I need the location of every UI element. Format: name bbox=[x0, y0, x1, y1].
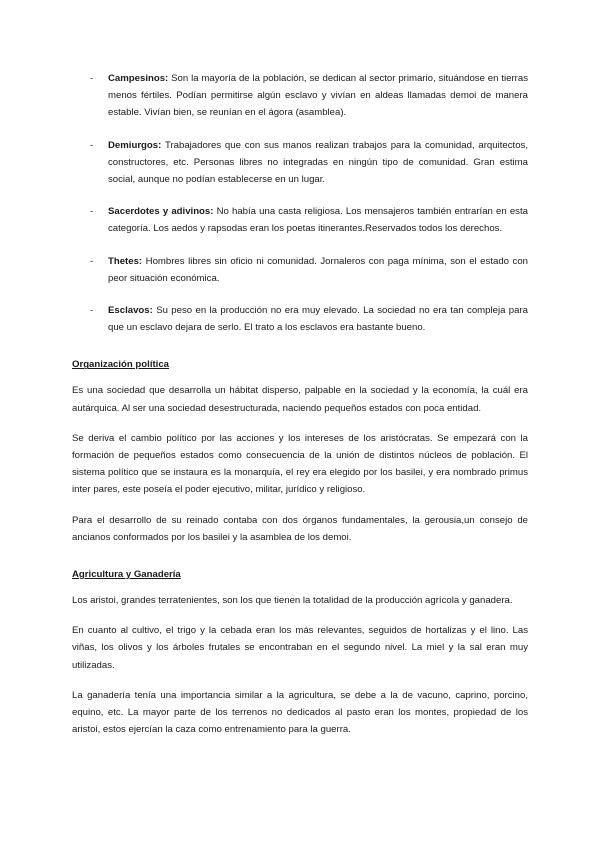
list-item-body: Son la mayoría de la población, se dedican al sector primario, situándose en tierras menos fértiles. Podían permitirse algún esclavo y vivían en aldeas llamadas demoi de manera estable. Vivían bien, se reunían en el ágora (asamblea). bbox=[108, 73, 528, 119]
list-item-term: Campesinos: bbox=[108, 73, 169, 84]
section-heading-agricultura-ganaderia: Agricultura y Ganadería bbox=[72, 569, 181, 581]
list-item-term: Demiurgos: bbox=[108, 139, 162, 151]
paragraph: La ganadería tenía una importancia similar a la agricultura, se debe a la de vacuno, caprino, porcino, equino, etc. La mayor parte de los terrenos no dedicados al pasto eran los montes, propiedad de los aristoi, estos ejercían la caza como entrenamiento para la guerra. bbox=[72, 689, 528, 736]
list-item bbox=[72, 70, 528, 122]
paragraph: Para el desarrollo de su reinado contaba con dos órganos fundamentales, la gerousia,un consejo de ancianos conformados por los basilei y la asamblea de los demoi. bbox=[72, 514, 528, 543]
section-heading-organizacion-politica: Organización política bbox=[72, 359, 170, 371]
list-item-term: Esclavos: bbox=[108, 305, 153, 317]
list-item bbox=[72, 302, 528, 336]
dash-bullet: - bbox=[90, 255, 94, 267]
list-item bbox=[72, 203, 528, 237]
paragraph: Se deriva el cambio político por las acciones y los intereses de los aristócratas. Se empezará con la formación de pequeños estados como consecuencia de la unión de distintos núcleos de población. El sistema político que se instaura es la monarquía, el rey era elegido por los basilei, y era nombrado primus inter pares, este poseía el poder ejecutivo, militar, jurídico y religioso. bbox=[72, 432, 528, 496]
dash-bullet: - bbox=[90, 73, 94, 84]
list-item-body: Su peso en la producción no era muy elevado. La sociedad no era tan compleja para que un esclavo dejara de serlo. El trato a los esclavos era bastante bueno. bbox=[108, 305, 528, 334]
paragraph: Es una sociedad que desarrolla un hábitat disperso, palpable en la sociedad y la economía, la cuál era autárquica. Al ser una sociedad desestructurada, naciendo pequeños estados con poca entidad. bbox=[72, 385, 528, 414]
paragraph: En cuanto al cultivo, el trigo y la cebada eran los más relevantes, seguidos de hortalizas y el lino. Las viñas, los olivos y los árboles frutales se encontraban en el segundo nivel. La miel y la sal eran muy utilizadas. bbox=[72, 625, 528, 671]
list-item bbox=[72, 253, 528, 287]
paragraph: Los aristoi, grandes terratenientes, son los que tienen la totalidad de la producción agrícola y ganadera. bbox=[72, 595, 513, 607]
list-item-text bbox=[108, 137, 528, 189]
list-item-text bbox=[108, 253, 528, 287]
list-item-body: Trabajadores que con sus manos realizan trabajos para la comunidad, arquitectos, constructores, etc. Personas libres no integradas en ningún tipo de comunidad. Gran estima social, aunque no podían establecerse en un lugar. bbox=[108, 139, 528, 186]
list-item-term: Sacerdotes y adivinos: bbox=[108, 206, 214, 218]
list-item bbox=[72, 137, 528, 189]
dash-bullet: - bbox=[90, 206, 94, 218]
list-item-body: No había una casta religiosa. Los mensajeros también entrarían en esta categoría. Los aedos y rapsodas eran los poetas itinerantes.Reservados todos los derechos. bbox=[108, 206, 528, 235]
list-item-text bbox=[108, 70, 528, 122]
list-item-text bbox=[108, 203, 528, 237]
dash-bullet: - bbox=[90, 305, 94, 317]
list-item-term: Thetes: bbox=[108, 255, 143, 267]
list-item-body: Hombres libres sin oficio ni comunidad. Jornaleros con paga mínima, son el estado con peor situación económica. bbox=[108, 255, 528, 284]
social-classes-list bbox=[72, 70, 528, 336]
list-item-text bbox=[108, 302, 528, 336]
dash-bullet: - bbox=[90, 139, 94, 151]
